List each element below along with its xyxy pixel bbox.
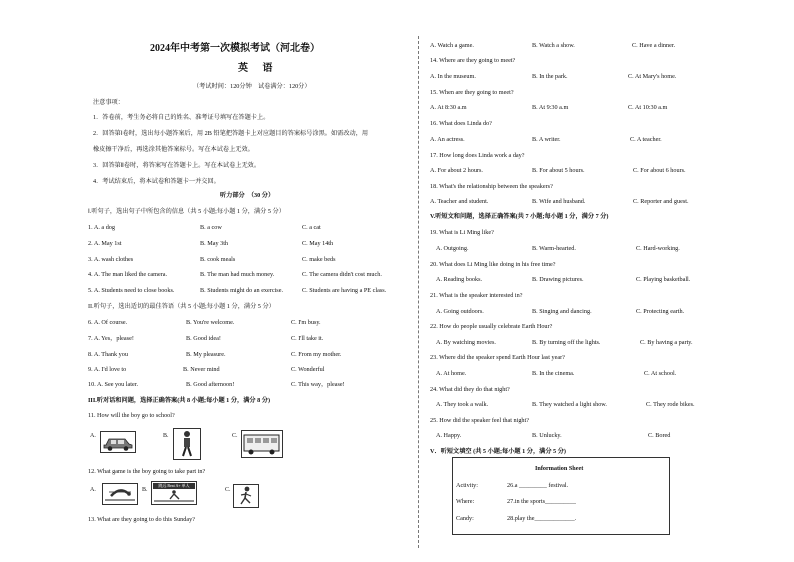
q7-option-c: C. I'll take it. [291, 335, 324, 342]
q22-option-c: C. By having a party. [640, 339, 693, 346]
q21-question: 21. What is the speaker interested in? [430, 292, 523, 299]
exam-title: 2024年中考第一次模拟考试（河北卷） [150, 43, 320, 54]
q13-option-a: A. Watch a game. [430, 42, 474, 49]
q20-option-b: B. Drawing pictures. [532, 276, 584, 283]
q25-option-b: B. Unlucky. [532, 432, 562, 439]
q2-option-a: 2. A. May 1st [88, 240, 122, 247]
q16-option-c: C. A teacher. [630, 136, 662, 143]
q20-question: 20. What does Li Ming like doing in his free time? [430, 261, 556, 268]
q9-option-b: B. Never mind [183, 366, 220, 373]
notes-heading: 注意事项： [93, 99, 124, 106]
walking-boy-icon [174, 429, 200, 459]
section-2-instruction: II.听句子，选出适切的最佳答语（共 5 小题;每小题 1 分，满分 5 分） [88, 303, 275, 310]
q16-option-b: B. A writer. [532, 136, 561, 143]
section-1-instruction: Ⅰ.听句子，选出句子中所包含的信息（共 5 小题;每小题 1 分，满分 5 分） [88, 208, 285, 215]
q1-option-a: 1. A. a dog [88, 224, 115, 231]
q11-label-a: A. [90, 433, 96, 439]
q11-label-c: C. [232, 433, 238, 439]
q12-label-c: C. [225, 487, 231, 493]
q1-option-c: C. a cat [302, 224, 321, 231]
q16-option-a: A. An actress. [430, 136, 465, 143]
sheet-row-blank-26[interactable]: 26.a _________ festival. [507, 482, 569, 489]
q12-label-a: A. [90, 487, 96, 493]
q3-option-b: B. cook meals [200, 256, 236, 263]
sheet-row-label: Candy: [456, 515, 474, 522]
q5-option-b: B. Students might do an exercise. [200, 287, 284, 294]
q15-question: 15. When are they going to meet? [430, 89, 514, 96]
q23-question: 23. Where did the speaker spend Earth Hour last year? [430, 354, 565, 361]
q2-option-b: B. May 3th [200, 240, 229, 247]
q9-option-c: C. Wonderful [291, 366, 325, 373]
q14-option-c: C. At Mary's home. [628, 73, 677, 80]
q20-option-c: C. Playing basketball. [636, 276, 691, 283]
q3-option-c: C. make beds [302, 256, 336, 263]
q1-option-b: B. a cow [200, 224, 222, 231]
q13-option-b: B. Watch a show. [532, 42, 575, 49]
q17-option-c: C. For about 6 hours. [633, 167, 686, 174]
q4-option-b: B. The man had much money. [200, 271, 275, 278]
q10-option-b: B. Good afternoon! [186, 381, 235, 388]
q12-question: 12. What game is the boy going to take part in? [88, 468, 206, 475]
section-3-instruction: III.听对话和问题，选择正确答案(共 8 小题;每小题 1 分，满分 8 分) [88, 397, 271, 404]
note-item: 橡皮擦干净后，再选涂其他答案标号。写在本试卷上无效。 [93, 146, 254, 153]
q18-option-c: C. Reporter and guest. [633, 198, 689, 205]
car-icon [101, 432, 135, 452]
section-4-instruction: V.听短文和问题，选择正确答案(共 7 小题;每小题 1 分，满分 7 分) [430, 213, 609, 220]
q19-option-a: A. Outgoing. [436, 245, 469, 252]
q24-option-a: A. They took a walk. [436, 401, 489, 408]
listening-heading: 听力部分 （30 分） [220, 192, 275, 199]
q19-question: 19. What is Li Ming like? [430, 229, 494, 236]
q21-option-b: B. Singing and dancing. [532, 308, 592, 315]
q12-label-b: B. [142, 487, 148, 493]
running-boy-icon [234, 485, 258, 507]
q3-option-a: 3. A. wash clothes [88, 256, 134, 263]
information-sheet-title: Information Sheet [535, 465, 584, 472]
sheet-row-blank-27[interactable]: 27.in the sports__________ [507, 498, 576, 505]
q2-option-c: C. May 14th [302, 240, 334, 247]
q17-option-a: A. For about 2 hours. [430, 167, 483, 174]
column-divider [418, 36, 419, 548]
exam-subject: 英 语 [238, 63, 279, 74]
bus-picture [241, 430, 283, 458]
bus-icon [242, 431, 282, 457]
q25-question: 25. How did the speaker feel that night? [430, 417, 529, 424]
note-item: 4．考试结束后，将本试卷和答题卡一并交回。 [93, 178, 220, 185]
note-item: 2．回答第Ⅰ卷时，选出每小题答案后，用 2B 铅笔把答题卡上对应题目的答案标号涂黑。如需改动，用 [93, 130, 369, 137]
q7-option-b: B. Good idea! [186, 335, 221, 342]
q8-option-c: C. From my mother. [291, 351, 342, 358]
q11-label-b: B. [163, 433, 169, 439]
q25-option-a: A. Happy. [436, 432, 462, 439]
q15-option-a: A. At 8:30 a.m [430, 104, 467, 111]
long-jump-picture [151, 481, 197, 505]
section-5-instruction: V．听短文填空 (共 5 小题;每小题 1 分，满分 5 分) [430, 448, 566, 455]
information-sheet [452, 457, 670, 535]
high-jump-icon [103, 484, 137, 504]
q5-option-c: C. Students are having a PE class. [302, 287, 387, 294]
q5-option-a: 5. A. Students need to close books. [88, 287, 175, 294]
q15-option-b: B. At 9:30 a.m [532, 104, 569, 111]
high-jump-picture [102, 483, 138, 505]
q23-option-a: A. At home. [436, 370, 467, 377]
walking-picture [173, 428, 201, 460]
q14-option-b: B. In the park. [532, 73, 568, 80]
q11-question: 11. How will the boy go to school? [88, 412, 175, 419]
note-item: 1．答卷前，考生务必将自己的姓名、准考证号填写在答题卡上。 [93, 114, 270, 121]
q19-option-b: B. Warm-hearted. [532, 245, 576, 252]
long-jump-sign: 跳远 Beat A+ 单人 [153, 483, 195, 489]
q24-option-b: B. They watched a light show. [532, 401, 607, 408]
sheet-row-blank-28[interactable]: 28.play the_____________. [507, 515, 577, 522]
q25-option-c: C. Bored [648, 432, 671, 439]
q14-option-a: A. In the museum. [430, 73, 476, 80]
q6-option-b: B. You're welcome. [186, 319, 235, 326]
q16-question: 16. What does Linda do? [430, 120, 492, 127]
q9-option-a: 9. A. I'd love to [88, 366, 127, 373]
q13-option-c: C. Have a dinner. [632, 42, 676, 49]
exam-time: （考试时间：120分钟 试卷满分：120分） [193, 83, 311, 90]
q4-option-a: 4. A. The man liked the camera. [88, 271, 168, 278]
running-picture [233, 484, 259, 508]
sheet-row-label: Where: [456, 498, 475, 505]
q17-question: 17. How long does Linda work a day? [430, 152, 525, 159]
sheet-row-label: Activity: [456, 482, 478, 489]
q15-option-c: C. At 10:30 a.m [628, 104, 668, 111]
q18-question: 18. What's the relationship between the speakers? [430, 183, 553, 190]
q14-question: 14. Where are they going to meet? [430, 57, 516, 64]
note-item: 3．回答第Ⅱ卷时，将答案写在答题卡上。写在本试卷上无效。 [93, 162, 261, 169]
q8-option-a: 8. A. Thank you [88, 351, 128, 358]
q20-option-a: A. Reading books. [436, 276, 483, 283]
car-picture [100, 431, 136, 453]
q22-question: 22. How do people usually celebrate Earth Hour? [430, 323, 553, 330]
q10-option-a: 10. A. See you later. [88, 381, 139, 388]
q13-question: 13. What are they going to do this Sunday? [88, 516, 195, 523]
q18-option-b: B. Wife and husband. [532, 198, 586, 205]
q6-option-c: C. I'm busy. [291, 319, 321, 326]
q22-option-a: A. By watching movies. [436, 339, 496, 346]
q21-option-c: C. Protecting earth. [636, 308, 685, 315]
q6-option-a: 6. A. Of course. [88, 319, 128, 326]
q17-option-b: B. For about 5 hours. [532, 167, 585, 174]
q23-option-c: C. At school. [644, 370, 677, 377]
q4-option-c: C. The camera didn't cost much. [302, 271, 382, 278]
q21-option-a: A. Going outdoors. [436, 308, 484, 315]
q10-option-c: C. This way，please! [291, 381, 345, 388]
q24-option-c: C. They rode bikes. [646, 401, 695, 408]
q22-option-b: B. By turning off the lights. [532, 339, 601, 346]
q23-option-b: B. In the cinema. [532, 370, 575, 377]
q18-option-a: A. Teacher and student. [430, 198, 489, 205]
q24-question: 24. What did they do that night? [430, 386, 510, 393]
q19-option-c: C. Hard-working. [636, 245, 680, 252]
q7-option-a: 7. A. Yes，please! [88, 335, 134, 342]
q8-option-b: B. My pleasure. [186, 351, 226, 358]
